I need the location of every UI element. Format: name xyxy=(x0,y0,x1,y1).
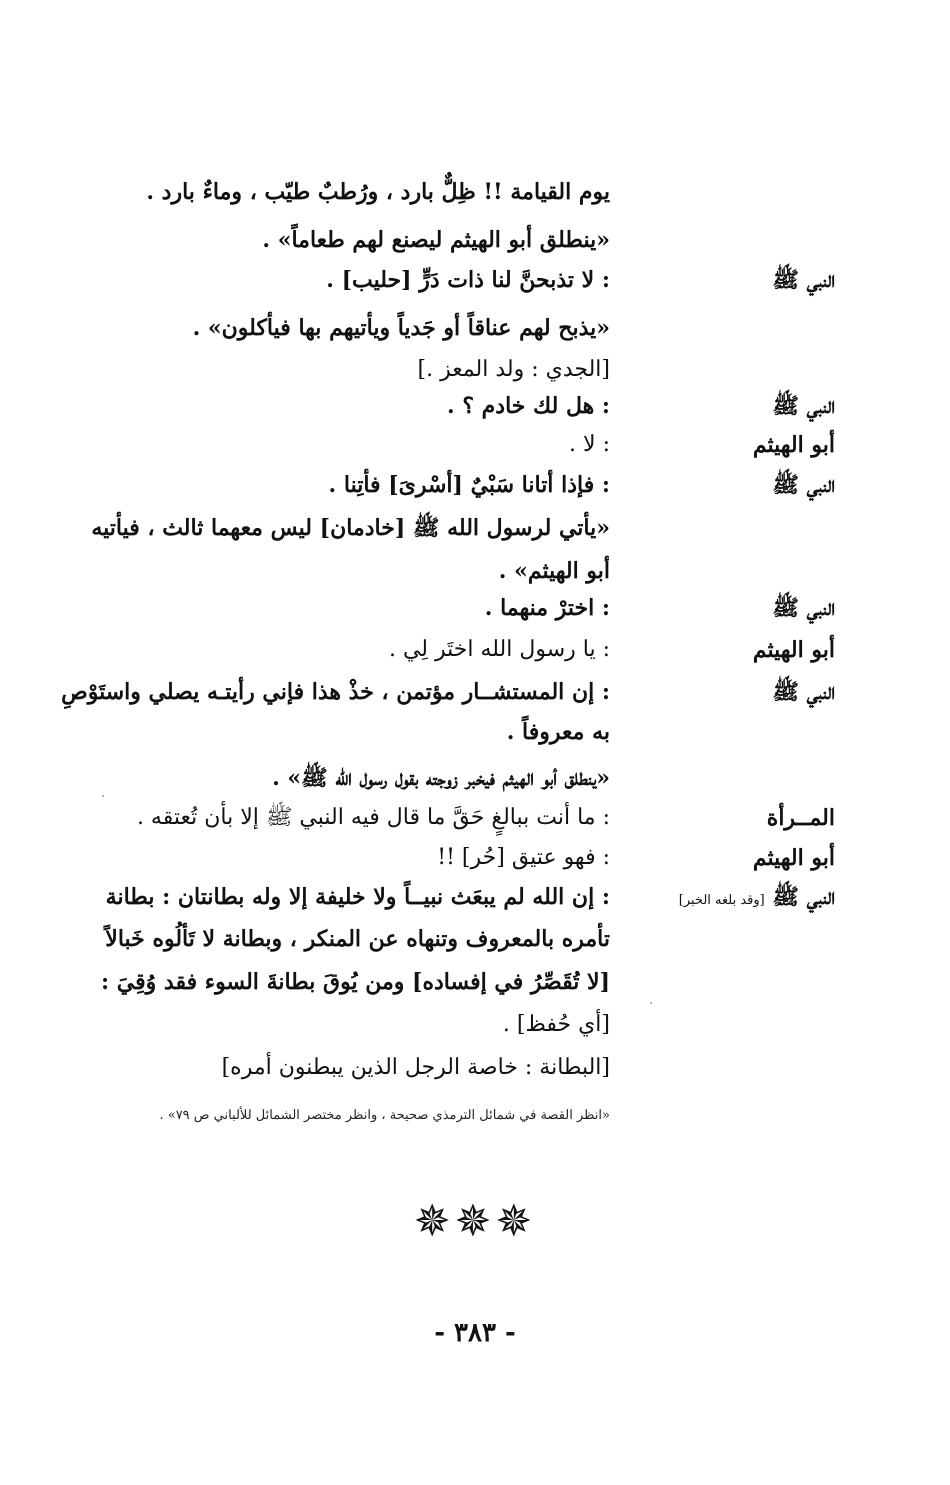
dialogue-line: : لا تذبحنَّ لنا ذات دَرٍّ [حليب] . xyxy=(326,267,610,293)
speaker-name: المــرأة xyxy=(766,805,835,831)
speaker-name: النبي ﷺ xyxy=(772,267,835,293)
dialogue-line: : لا . xyxy=(569,432,610,457)
speaker-label xyxy=(625,465,835,505)
speaker-name: النبي ﷺ xyxy=(772,679,835,705)
dialogue-line: : ما أنت ببالغٍ حَقَّ ما قال فيه النبي ﷺ إلا بأن تُعتقه . xyxy=(136,805,610,830)
dialogue-line: : إن المستشــار مؤتمن ، خذْ هذا فإني رأيتـه يصلي واستَوْصِ xyxy=(61,679,610,705)
footnote: «انظر القصة في شمائل الترمذي صحيحة ، وانظر مختصر الشمائل للألباني ص ٧٩» . xyxy=(159,1108,610,1123)
page-number: - ٣٨٣ - xyxy=(434,1318,516,1348)
speaker-label xyxy=(625,588,835,628)
dialogue-line: [لا تُقَصِّرُ في إفساده] ومن يُوقَ بطانةَ السوء فقد وُقِيَ : xyxy=(100,969,610,995)
dialogue-line: : إن الله لم يبعَث نبيــاً ولا خليفة إلا وله بطانتان : بطانة xyxy=(105,884,610,910)
speaker-label xyxy=(625,838,835,878)
speaker-name: النبي ﷺ xyxy=(772,472,835,498)
speaker-label xyxy=(625,630,835,670)
dialogue-line: [أي حُفظ] . xyxy=(502,1012,610,1037)
dialogue-line: : فهو عتيق [حُر] !! xyxy=(437,845,610,870)
dialogue-line: «ينطلق أبو الهيثم فيخبر زوجته بقول رسول الله ﷺ» . xyxy=(272,765,610,791)
scan-speck xyxy=(650,1002,652,1004)
speaker-name: النبي ﷺ xyxy=(772,884,835,910)
speaker-note: [وقد بلغه الخبر] xyxy=(678,893,765,908)
dialogue-line: [البطانة : خاصة الرجل الذين يبطنون أمره] xyxy=(221,1055,610,1080)
speaker-label xyxy=(625,672,835,712)
star-ornament-icon: ✵✵✵ xyxy=(413,1196,537,1247)
dialogue-line: : اخترْ منهما . xyxy=(484,595,610,621)
speaker-label xyxy=(625,425,835,465)
speaker-name: النبي ﷺ xyxy=(772,393,835,419)
dialogue-line: تأمره بالمعروف وتنهاه عن المنكر ، وبطانة لا تَألُوه خَبالاً xyxy=(105,926,610,952)
dialogue-line: [الجدي : ولد المعز .] xyxy=(417,357,610,382)
scan-speck xyxy=(102,795,104,797)
speaker-label xyxy=(625,386,835,426)
dialogue-line: «يأتي لرسول الله ﷺ [خادمان] ليس معهما ثالث ، فيأتيه xyxy=(91,515,610,541)
dialogue-line: : فإذا أتانا سَبْيٌ [أسْرىَ] فأتِنا . xyxy=(328,472,610,498)
speaker-name: أبو الهيثم xyxy=(752,845,835,871)
dialogue-line: أبو الهيثم» . xyxy=(498,558,610,584)
dialogue-line: «ينطلق أبو الهيثم ليصنع لهم طعاماً» . xyxy=(262,227,610,253)
dialogue-line: : هل لك خادم ؟ . xyxy=(447,393,610,419)
speaker-label xyxy=(625,260,835,300)
dialogue-line: «يذبح لهم عناقاً أو جَدياً ويأتيهم بها فيأكلون» . xyxy=(192,315,610,341)
speaker-label xyxy=(625,877,835,917)
dialogue-line: به معروفاً . xyxy=(506,719,610,745)
speaker-label xyxy=(625,798,835,838)
dialogue-line: يوم القيامة !! ظِلٌّ بارد ، ورُطبٌ طيّب ، وماءٌ بارد . xyxy=(146,179,610,205)
speaker-name: النبي ﷺ xyxy=(772,595,835,621)
dialogue-line: : يا رسول الله اختَر لِي . xyxy=(388,637,610,662)
speaker-name: أبو الهيثم xyxy=(752,432,835,458)
speaker-name: أبو الهيثم xyxy=(752,637,835,663)
